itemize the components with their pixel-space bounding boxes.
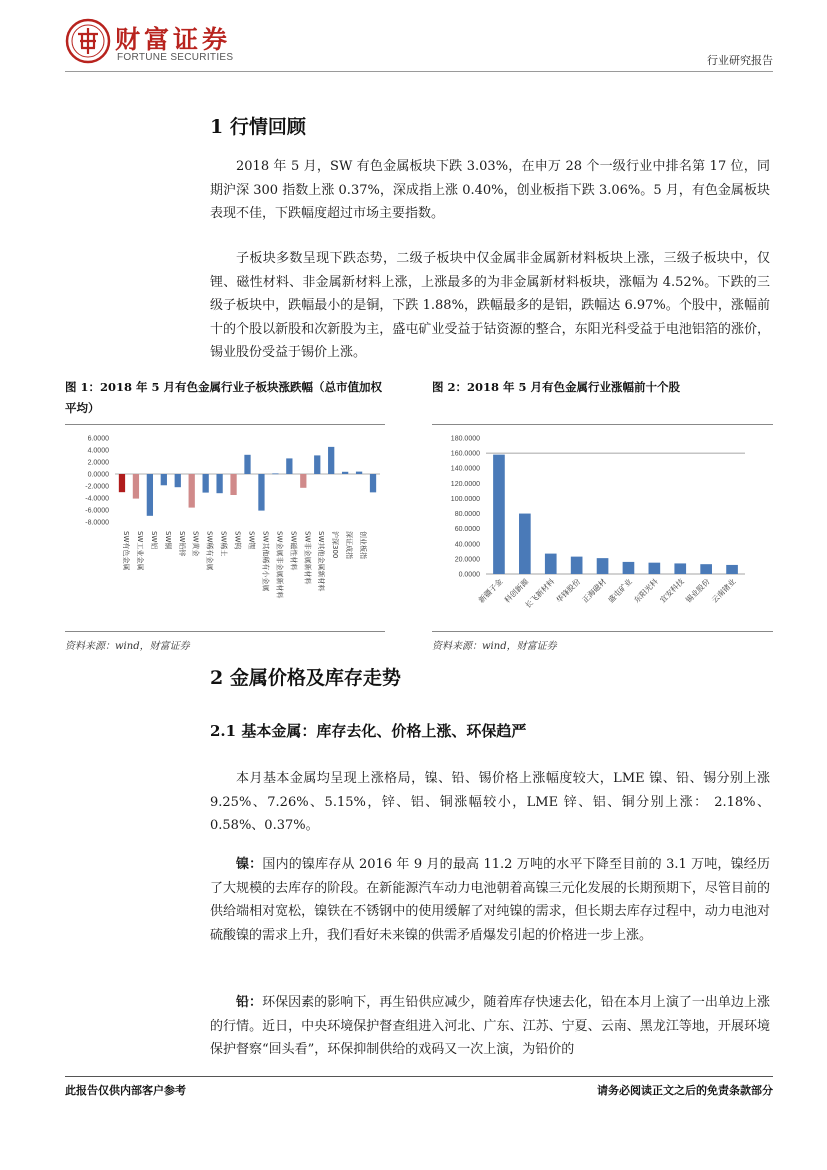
bar [175,474,181,487]
category-label: 创业板指 [359,531,368,559]
page-header [65,18,773,68]
y-tick-label: -4.0000 [85,495,109,503]
report-type: 行业研究报告 [707,54,773,67]
company-logo-seal [65,18,111,64]
section-1-title: 1 行情回顾 [210,116,306,138]
lead-paragraph [210,991,770,1062]
category-label: SW工业金属 [135,531,144,571]
lead-text: 环保因素的影响下，再生铅供应减少，随着库存快速去化，铅在本月上演了一出单边上涨的行情。近日，中央环境保护督查组进入河北、广东、江苏、宁夏、云南、黑龙江等地，开展环境保护督察“回头看”，环保抑制供给的戏码又一次上演，为铅价的 [210,995,770,1057]
category-label: SW非金属新材料 [303,531,312,585]
y-tick-label: -2.0000 [85,483,109,491]
category-label: 正海磁材 [580,577,608,605]
figure-2-svg [420,428,760,628]
bar [133,474,139,499]
lead-label: 铅： [236,995,263,1010]
bar [328,447,334,474]
category-label: SW铅锌 [177,531,186,557]
category-label: 宜安科技 [658,577,686,605]
brand-name-en: FORTUNE SECURITIES [117,52,234,63]
category-label: 盛屯矿业 [606,577,634,605]
bar [700,564,712,574]
y-tick-label: 6.0000 [87,435,109,443]
bar [571,557,583,574]
nickel-text: 国内的镍库存从 2016 年 9 月的最高 11.2 万吨的水平下降至目前的 3.1 万吨，镍经历了大规模的去库存的阶段。在新能源汽车动力电池朝着高镍三元化发展的长期预期下，尽管目前的供给端相对宽松，镍铁在不锈钢中的使用缓解了对纯镍的需求，但长期去库存过程中，动力电池对硫酸镍的需求上升，我们看好未来镍的供需矛盾爆发引起的价格进一步上涨。 [210,857,770,943]
bar [649,563,661,574]
figure-1-source: 资料来源：wind，财富证券 [65,641,190,652]
bar [286,458,292,474]
figure-1-svg [65,428,385,628]
category-label: SW稀土 [219,531,228,557]
bar [314,455,320,474]
figure-2-source: 资料来源：wind，财富证券 [432,641,557,652]
category-label: SW铜 [163,531,172,550]
bar [726,565,738,574]
y-tick-label: 20.0000 [454,556,480,564]
category-label: SW有色金属 [121,531,130,571]
category-label: SW其他稀有小金属 [261,531,270,592]
category-label: 深证成指 [345,531,354,559]
footer-disclaimer-right: 请务必阅读正文之后的免责条款部分 [597,1084,773,1097]
figure-2-top-rule [432,424,773,425]
bar [356,472,362,474]
category-label: 云南锗业 [709,577,738,605]
figure-1-bottom-rule [65,631,385,632]
y-tick-label: -6.0000 [85,507,109,515]
y-tick-label: 120.0000 [450,480,480,488]
bar [370,474,376,492]
y-tick-label: 180.0000 [450,435,480,443]
category-label: 科创新源 [502,577,531,605]
category-label: SW金属非金属新材料 [275,531,284,599]
category-label: 华锋股份 [554,577,583,605]
figure-2-title: 图 2：2018 年 5 月有色金属行业涨幅前十个股 [432,380,681,394]
bar [597,558,609,574]
figure-1-title: 图 1：2018 年 5 月有色金属行业子板块涨跌幅（总市值加权平均） [65,380,383,415]
footer-disclaimer-left: 此报告仅供内部客户参考 [65,1084,186,1097]
section-2-1-title: 2.1 基本金属：库存去化、价格上涨、环保趋严 [210,722,527,740]
y-tick-label: 0.0000 [87,471,109,479]
y-tick-label: 40.0000 [454,541,480,549]
bar [119,474,125,492]
bar [272,473,278,474]
bar [493,455,505,574]
section-2-intro-paragraph: 本月基本金属均呈现上涨格局，镍、铅、锡价格上涨幅度较大，LME 镍、铅、锡分别上涨 9.25%、7.26%、5.15%，锌、铝、铜涨幅较小，LME 锌、铝、铜分别上涨： 2.18%、0.58%、0.37%。 [210,771,770,833]
category-label: SW磁性材料 [289,531,298,571]
category-label: SW钨 [233,531,242,550]
category-label: 沪深300 [331,531,340,559]
y-tick-label: 100.0000 [450,495,480,503]
bar [258,474,264,511]
y-tick-label: 160.0000 [450,450,480,458]
nickel-paragraph [210,853,770,947]
y-tick-label: 140.0000 [450,465,480,473]
bar [519,514,531,574]
category-label: 新疆子金 [476,577,505,605]
y-tick-label: 60.0000 [454,526,480,534]
bar [189,474,195,508]
category-label: SW锂 [247,531,256,550]
bar [161,474,167,485]
bar [623,562,635,574]
footer-divider [65,1076,773,1077]
bar [545,554,557,574]
section-1-paragraph-2: 子板块多数呈现下跌态势，二级子板块中仅金属非金属新材料板块上涨，三级子板块中，仅锂、磁性材料、非金属新材料上涨，上涨最多的为非金属新材料板块，涨幅为 4.52%。下跌的三级子板块中，跌幅最小的是铜，下跌 1.88%，跌幅最多的是铝，跌幅达 6.97%。个股中，涨幅前十的个股以新股和次新股为主，盛屯矿业受益于钴资源的整合，东阳光科受益于电池铝箔的涨价，锡业股份受益于锡价上涨。 [210,251,770,360]
bar [147,474,153,516]
bar [300,474,306,488]
y-tick-label: 4.0000 [87,447,109,455]
figure-1-top-rule [65,424,385,425]
category-label: 锡业股份 [683,577,712,605]
category-label: 长飞新材料 [523,577,557,610]
y-tick-label: -8.0000 [85,519,109,527]
section-2-title: 2 金属价格及库存走势 [210,667,401,689]
y-tick-label: 0.0000 [458,571,480,579]
category-label: SW稀有金属 [205,531,214,571]
bar [244,455,250,474]
category-label: SW黄金 [191,531,200,557]
bar [203,474,209,493]
y-tick-label: 2.0000 [87,459,109,467]
category-label: 东阳光科 [632,577,660,605]
category-label: SW铝 [149,531,158,550]
bar [342,472,348,474]
section-1-paragraph-1: 2018 年 5 月，SW 有色金属板块下跌 3.03%，在申万 28 个一级行业中排名第 17 位，同期沪深 300 指数上涨 0.37%，深成指上涨 0.40%，创业板指下跌 3.06%。5 月，有色金属板块表现不佳，下跌幅度超过市场主要指数。 [210,159,770,221]
bar [216,474,222,493]
figure-2-bottom-rule [432,631,773,632]
category-label: SW其他金属新材料 [317,531,326,592]
bar [230,474,236,495]
bar [674,563,686,574]
nickel-label: 镍： [236,857,263,872]
header-divider [65,71,773,72]
brand-name-cn: 财富证券 [115,25,232,54]
y-tick-label: 80.0000 [454,511,480,519]
